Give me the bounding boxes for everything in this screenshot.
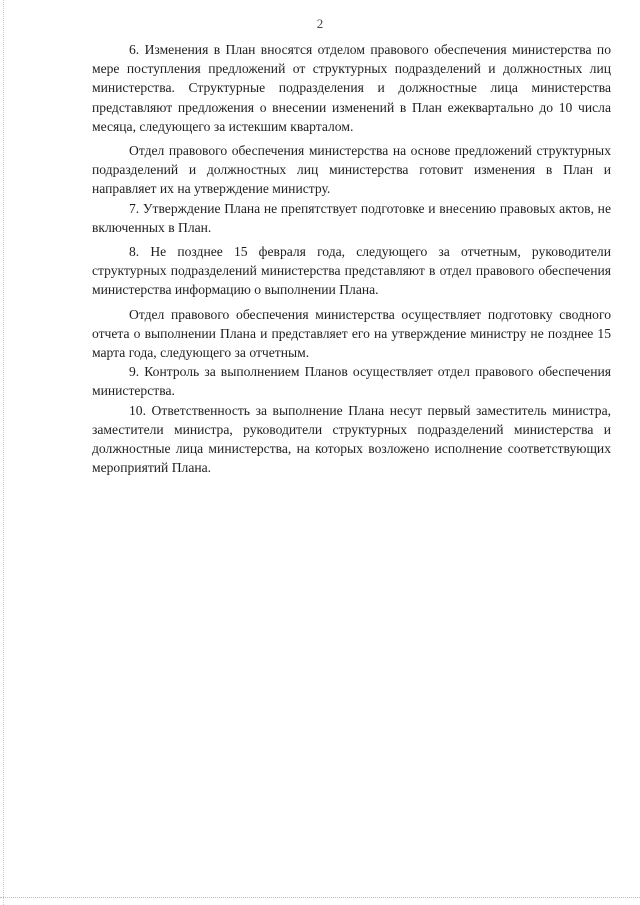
paragraph-item-8: 8. Не позднее 15 февраля года, следующего за отчетным, руководители структурных подразделений министерства представляют в отдел правового обеспечения министерства информацию о выполнении Плана. <box>92 244 611 298</box>
document-body <box>92 40 611 477</box>
paragraph-item-6: 6. Изменения в План вносятся отделом правового обеспечения министерства по мере поступления предложений от структурных подразделений и должностных лиц министерства. Структурные подразделения и должностные лица министерства представляют предложения о внесении изменений в План ежеквартально до 10 числа месяца, следующего за истекшим кварталом. <box>92 42 611 134</box>
scan-edge-bottom <box>0 897 640 898</box>
paragraph-item-10: 10. Ответственность за выполнение Плана несут первый заместитель министра, заместители министра, руководители структурных подразделений министерства и должностные лица министерства, на которых возложено исполнение соответствующих мероприятий Плана. <box>92 402 611 476</box>
paragraph-item-8-continuation: Отдел правового обеспечения министерства осуществляет подготовку сводного отчета о выполнении Плана и представляет его на утверждение министру не позднее 15 марта года, следующего за отчетным. <box>92 306 611 361</box>
page-number: 2 <box>316 16 324 31</box>
scan-edge-left <box>3 0 4 905</box>
paragraph-item-6-continuation: Отдел правового обеспечения министерства на основе предложений структурных подразделений и должностных лиц министерства готовит изменения в План и направляет их на утверждение министру. <box>92 143 611 197</box>
paragraph-item-9: 9. Контроль за выполнением Планов осуществляет отдел правового обеспечения министерства. <box>92 364 611 399</box>
paragraph-item-7: 7. Утверждение Плана не препятствует подготовке и внесению правовых актов, не включенных в План. <box>92 200 611 235</box>
